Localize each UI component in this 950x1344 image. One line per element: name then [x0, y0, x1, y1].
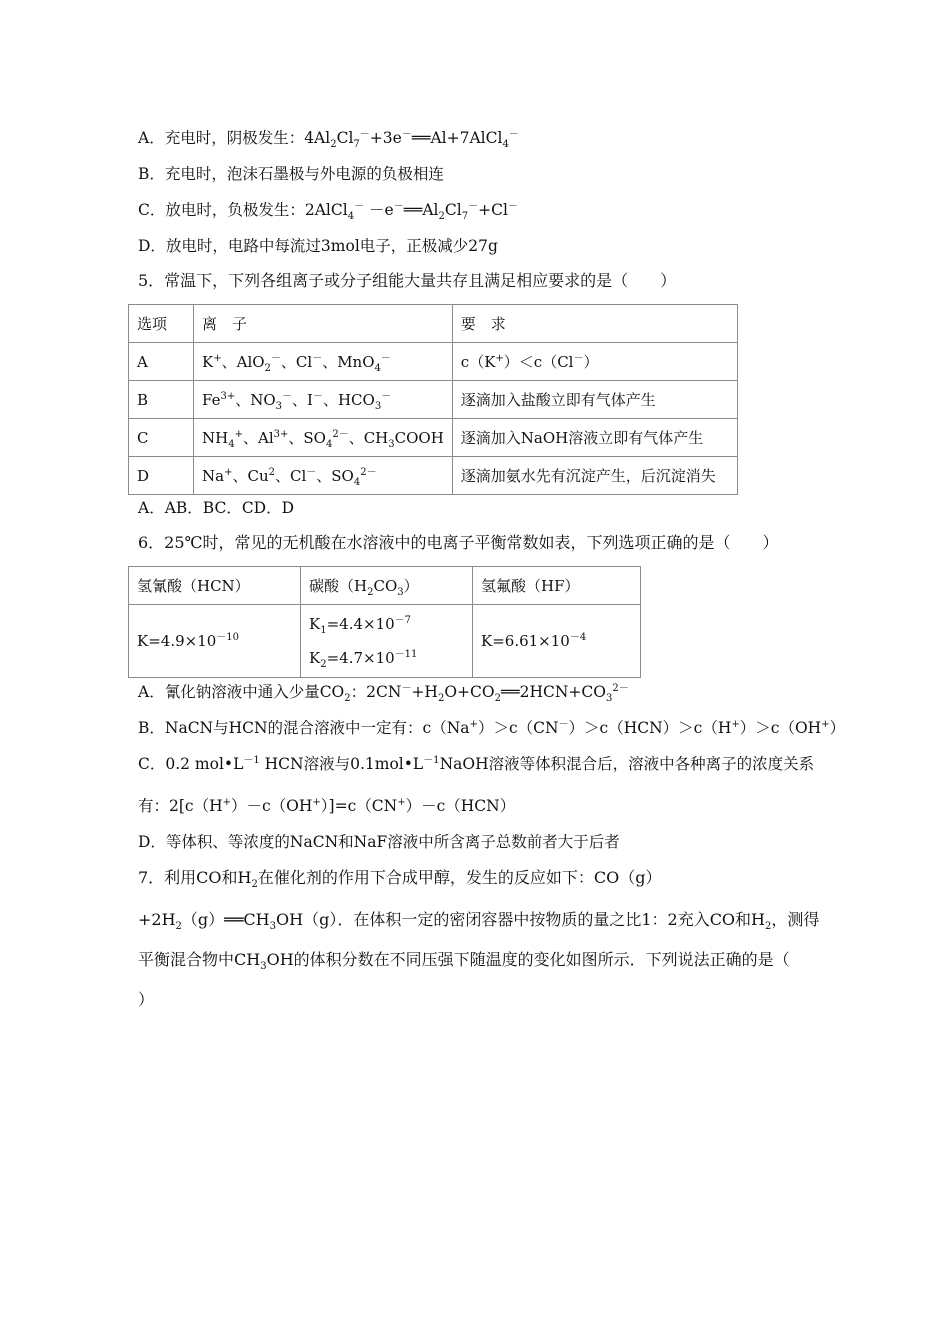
table-row: $K=4.9\times 10^{-10}$ $K_1=4.4\times 10^{-7}$ $K_2=4.7\times 10^{-11}$ $K=6.61\times 10^{-4}$ — [129, 605, 641, 678]
question-7-stem: 7．利用CO和$H_2$在催化剂的作用下合成甲醇，发生的反应如下：CO（g） — [138, 868, 662, 891]
question-6-table — [128, 566, 641, 678]
q4-option-b: B．充电时，泡沫石墨极与外电源的负极相连 — [138, 165, 444, 183]
q6-option-c: C．0.2 $mol•L^{-1}$ HCN溶液与$0.1mol•L^{-1}NaOH$溶液等体积混合后，溶液中各种离子的浓度关系 — [138, 754, 815, 773]
q4-option-d: D．放电时，电路中每流过3mol电子，正极减少27g — [138, 237, 498, 255]
question-5-options: A．AB．BC．CD．D — [138, 499, 295, 517]
table-row: D Na+、Cu$^2$、Cl－、$SO_4^{2-}$ 逐滴加氨水先有沉淀产生，后沉淀消失 — [129, 457, 738, 495]
question-5-table — [128, 304, 738, 495]
table-row: 选项 离 子 要 求 — [129, 305, 738, 343]
q6-option-b: B．NaCN与HCN的混合溶液中一定有：c（Na+）＞c（CN－）＞c（HCN）＞c（H+）＞c（OH+） — [138, 718, 846, 737]
table-row: C $NH_4^+$、$Al^{3+}$、$SO_4^{2-}$、$CH_3COOH$ 逐滴加入NaOH溶液立即有气体产生 — [129, 419, 738, 457]
q4-option-c: C．放电时，负极发生：2AlCl$_4$－ $-e^-══Al_2Cl_7^-+Cl^-$ — [138, 200, 518, 223]
question-7-stem-2: $+2H_2(g)══CH_3OH(g)$．在体积一定的密闭容器中按物质的量之比1：2充入CO和$H_2$，测得 — [138, 910, 820, 933]
table-row: A K+、AlO$_2$－、Cl－、MnO$_4$－ c（K+）＜c（Cl－） — [129, 343, 738, 381]
question-5-stem: 5．常温下，下列各组离子或分子组能大量共存且满足相应要求的是（ ） — [138, 271, 677, 290]
question-7-stem-4: ） — [138, 990, 155, 1009]
table-row: 氢氰酸（HCN） 碳酸$(H_2CO_3)$ 氢氟酸（HF） — [129, 567, 641, 605]
table-row: B $Fe^{3+}$、$NO_3^-$、I－、$HCO_3^-$ 逐滴加入盐酸立即有气体产生 — [129, 381, 738, 419]
question-6-stem: 6．25℃时，常见的无机酸在水溶液中的电离子平衡常数如表，下列选项正确的是（ ） — [138, 533, 779, 552]
q6-option-c-cont: 有：2[c（H+）－c（OH+）]=c（CN+）－c（HCN） — [138, 796, 516, 815]
question-7-stem-3: 平衡混合物中$CH_3OH$的体积分数在不同压强下随温度的变化如图所示．下列说法正确的是（ — [138, 950, 790, 973]
q4-option-a: A．充电时，阴极发生：$4Al_2Cl_7^-+3e^-══Al+7AlCl_4^-$ — [138, 128, 519, 151]
q6-option-a: A．氰化钠溶液中通入少量$CO_2$：$2CN^-+H_2O+CO_2══2HCN+CO_3^{2-}$ — [138, 682, 629, 705]
q6-option-d: D．等体积、等浓度的NaCN和NaF溶液中所含离子总数前者大于后者 — [138, 833, 620, 851]
